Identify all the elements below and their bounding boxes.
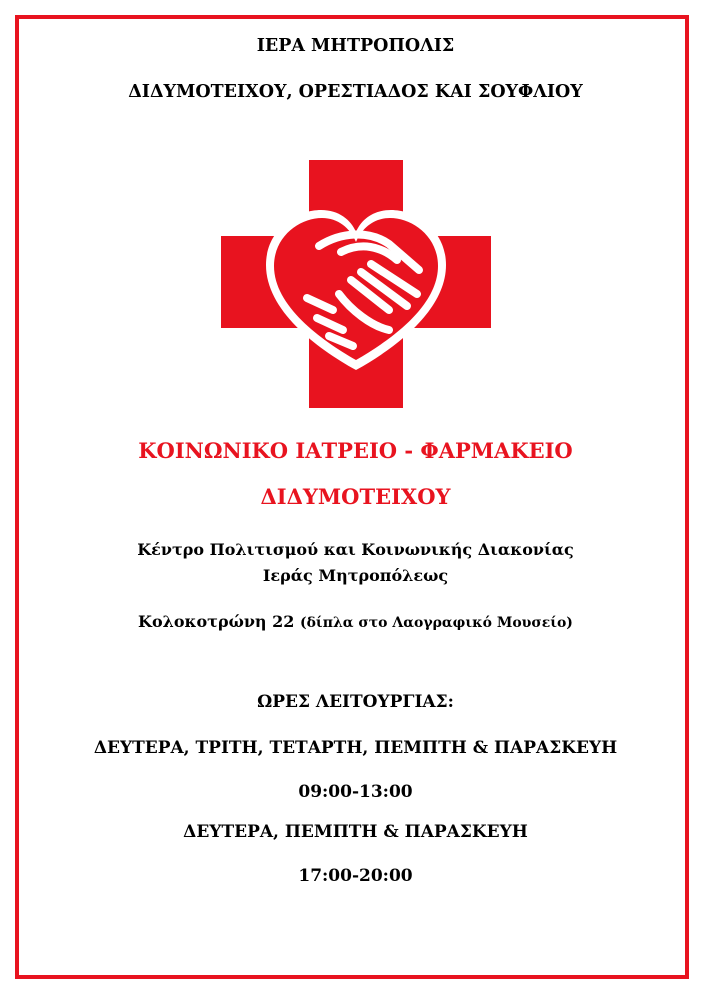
schedule-days-evening: ΔΕΥΤΕΡΑ, ΠΕΜΠΤΗ & ΠΑΡΑΣΚΕΥΗ	[183, 822, 528, 842]
metropolis-subtitle: ΔΙΔΥΜΟΤΕΙΧΟΥ, ΟΡΕΣΤΙΑΔΟΣ ΚΑΙ ΣΟΥΦΛΙΟΥ	[128, 82, 583, 102]
schedule-time-evening: 17:00-20:00	[298, 866, 413, 886]
venue-owner: Ιεράς Μητροπόλεως	[262, 566, 449, 585]
metropolis-title: ΙΕΡΑ ΜΗΤΡΟΠΟΛΙΣ	[256, 36, 455, 56]
red-cross-heart-handshake-icon	[221, 160, 491, 408]
hours-heading: ΩΡΕΣ ΛΕΙΤΟΥΡΓΙΑΣ:	[257, 692, 454, 712]
clinic-title: ΚΟΙΝΩΝΙΚΟ ΙΑΤΡΕΙΟ - ΦΑΡΜΑΚΕΙΟ	[138, 438, 573, 463]
address-note: (δίπλα στο Λαογραφικό Μουσείο)	[299, 615, 573, 631]
schedule-days-morning: ΔΕΥΤΕΡΑ, ΤΡΙΤΗ, ΤΕΤΑΡΤΗ, ΠΕΜΠΤΗ & ΠΑΡΑΣΚΕΥΗ	[93, 738, 618, 758]
venue-name: Κέντρο Πολιτισμού και Κοινωνικής Διακονίας	[137, 540, 574, 559]
address	[0, 612, 711, 631]
address-street: Κολοκοτρώνη 22	[138, 612, 295, 631]
clinic-city: ΔΙΔΥΜΟΤΕΙΧΟΥ	[260, 484, 451, 509]
schedule-time-morning: 09:00-13:00	[298, 782, 413, 802]
